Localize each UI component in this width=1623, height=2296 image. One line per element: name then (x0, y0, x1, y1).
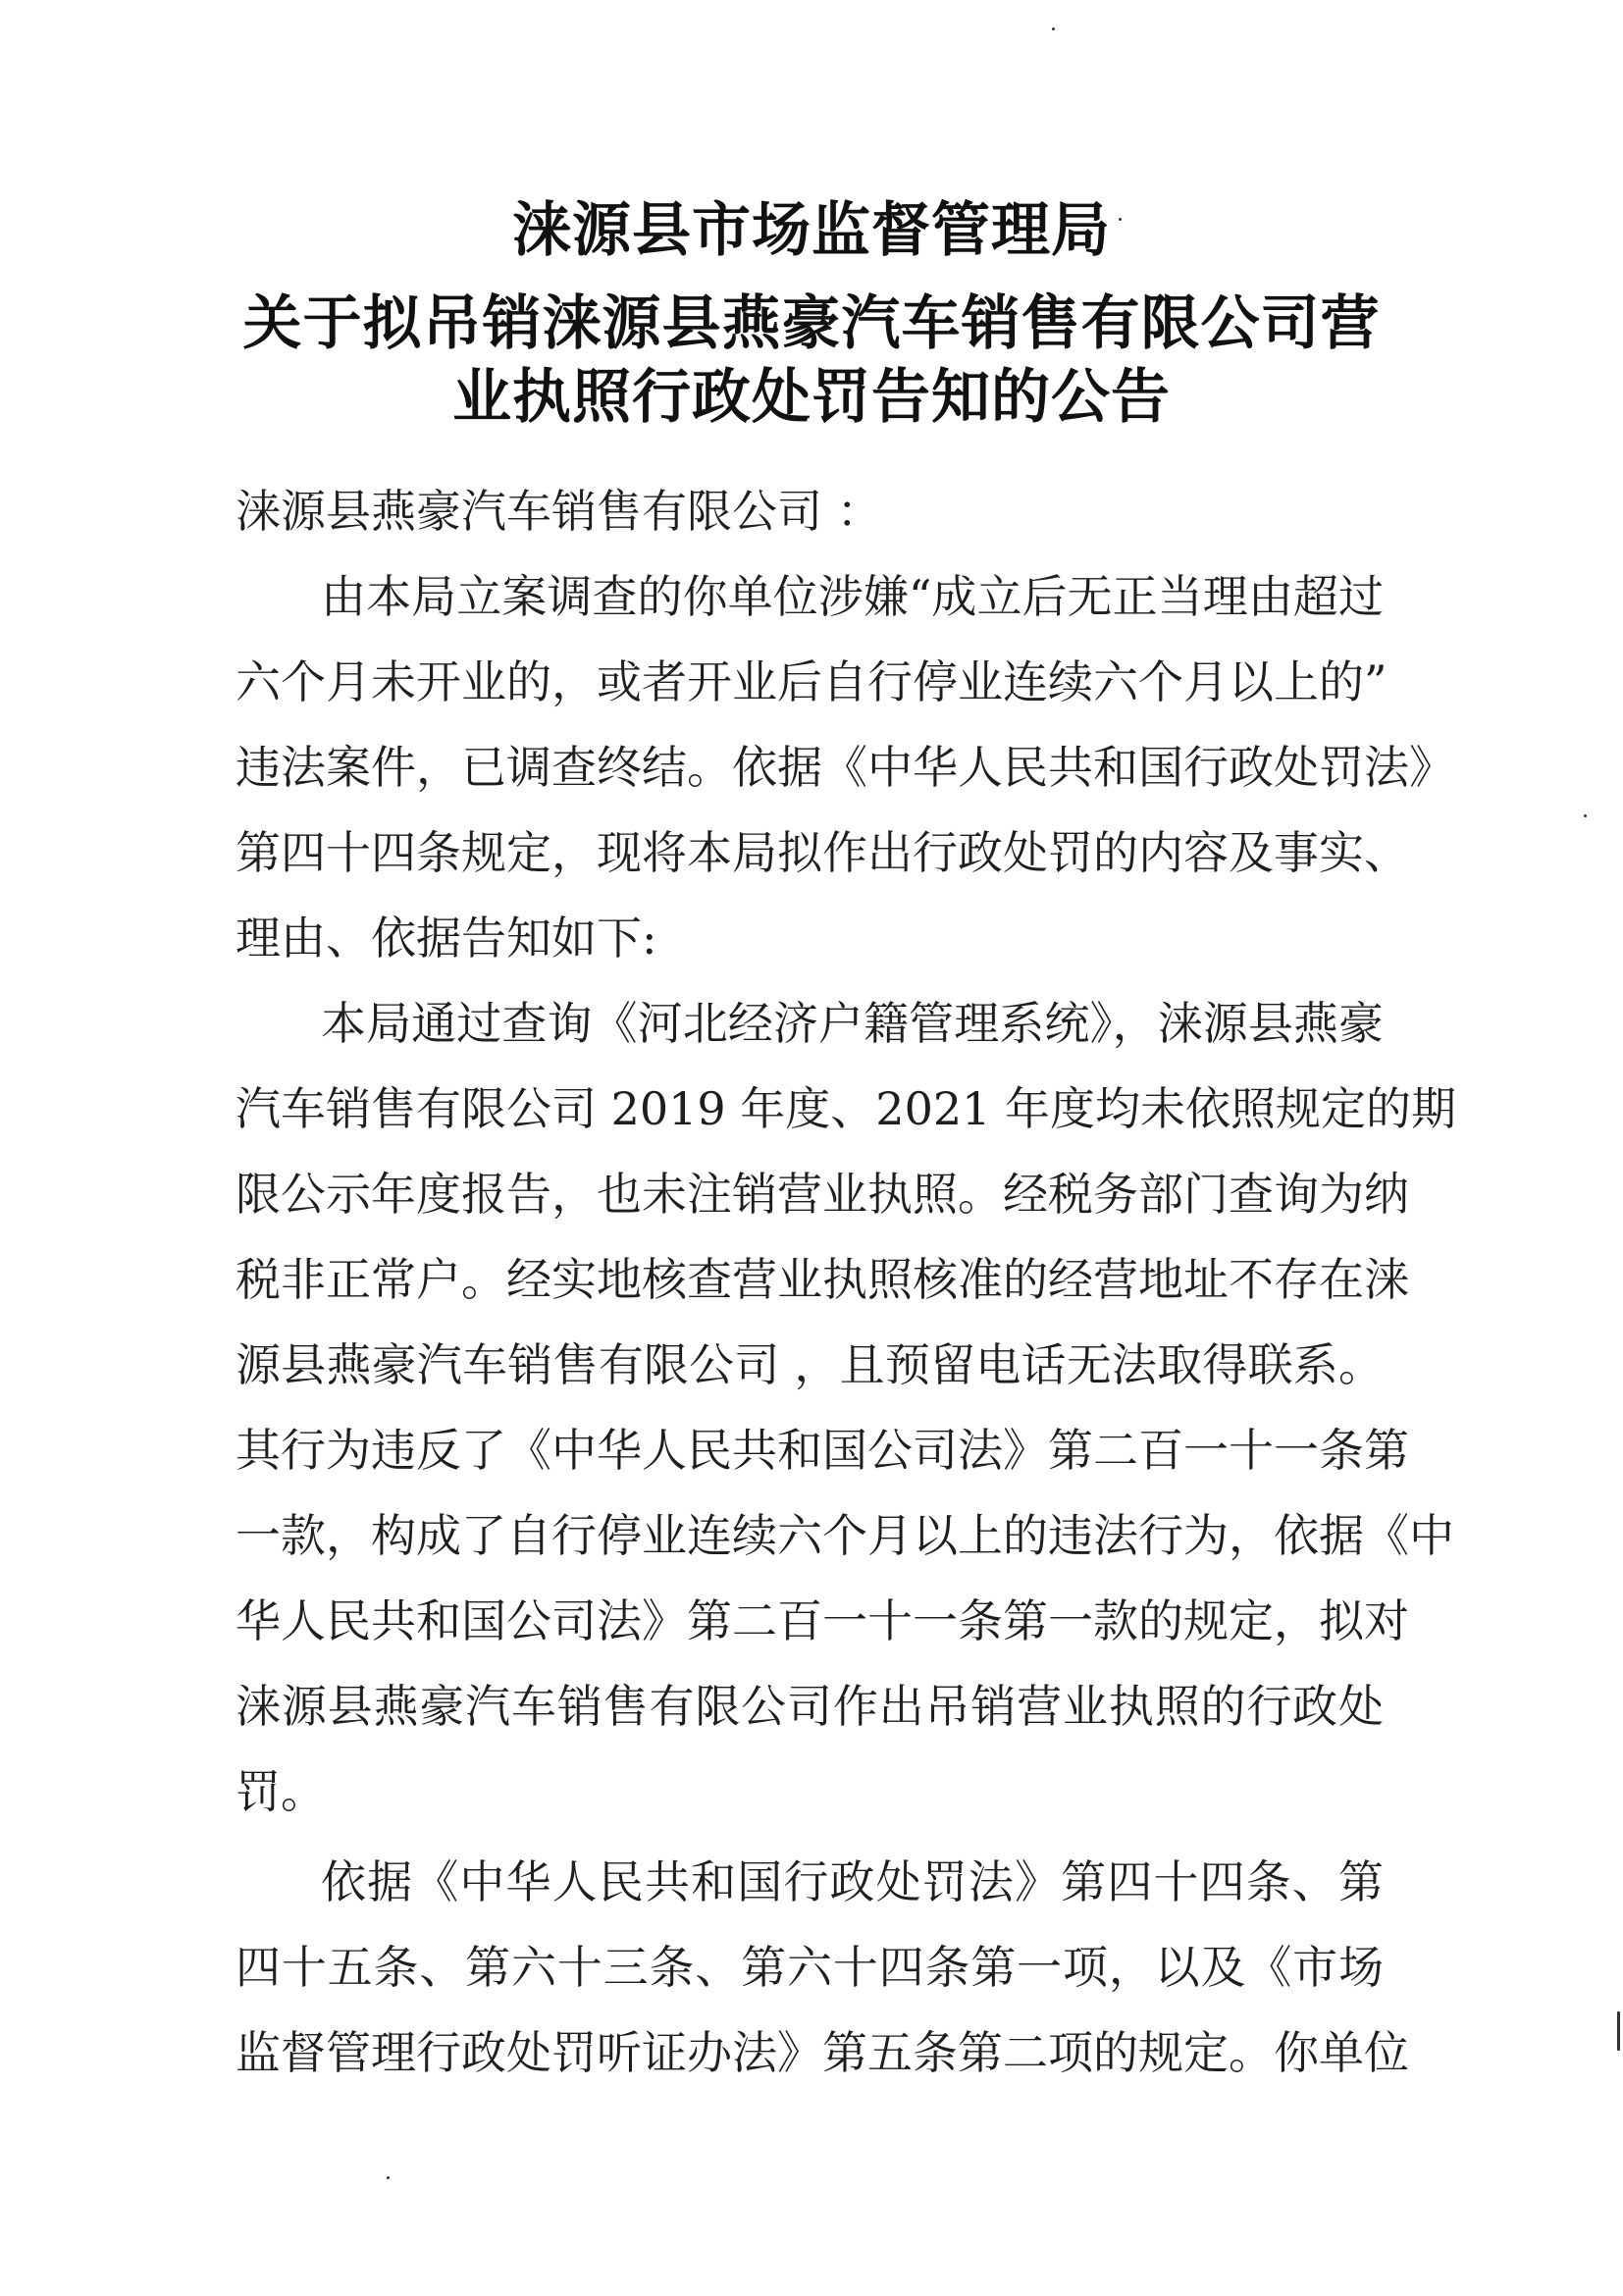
title-line-2: 关于拟吊销涞源县燕豪汽车销售有限公司营 (242, 289, 1381, 358)
paragraph2-line-1: 本局通过查询《河北经济户籍管理系统》，涞源县燕豪 (321, 997, 1384, 1050)
paragraph1-line-4: 第四十四条规定，现将本局拟作出行政处罚的内容及事实、 (236, 826, 1409, 879)
scan-speck (1052, 27, 1055, 30)
paragraph2-line-7: 一款，构成了自行停业连续六个月以上的违法行为，依据《中 (236, 1509, 1454, 1562)
paragraph1-line-2: 六个月未开业的，或者开业后自行停业连续六个月以上的” (236, 655, 1387, 708)
scan-edge-mark (1617, 2011, 1620, 2051)
paragraph2-line-9: 涞源县燕豪汽车销售有限公司作出吊销营业执照的行政处 (236, 1680, 1384, 1733)
paragraph2-line-5: 源县燕豪汽车销售有限公司 ，且预留电话无法取得联系。 (236, 1338, 1384, 1391)
paragraph1-line-1: 由本局立案调查的你单位涉嫌“成立后无正当理由超过 (321, 570, 1384, 623)
paragraph2-line-2: 汽车销售有限公司 2019 年度、2021 年度均未依照规定的期 (236, 1082, 1456, 1135)
paragraph3-line-2: 四十五条、第六十三条、第六十四条第一项，以及《市场 (236, 1941, 1384, 1994)
paragraph3-line-3: 监督管理行政处罚听证办法》第五条第二项的规定。你单位 (236, 2026, 1409, 2079)
paragraph1-line-5: 理由、依据告知如下: (236, 912, 657, 965)
title-line-3: 业执照行政处罚告知的公告 (452, 363, 1171, 432)
scan-speck (387, 2176, 390, 2179)
paragraph2-line-8: 华人民共和国公司法》第二百一十一条第一款的规定，拟对 (236, 1594, 1409, 1647)
salutation: 涞源县燕豪汽车销售有限公司 ： (236, 485, 882, 538)
paragraph2-line-3: 限公示年度报告，也未注销营业执照。经税务部门查询为纳 (236, 1168, 1409, 1221)
paragraph2-line-4: 税非正常户。经实地核查营业执照核准的经营地址不存在涞 (236, 1253, 1409, 1306)
paragraph2-line-10: 罚。 (236, 1765, 326, 1818)
paragraph3-line-1: 依据《中华人民共和国行政处罚法》第四十四条、第 (321, 1855, 1384, 1908)
paragraph1-line-3: 违法案件，已调查终结。依据《中华人民共和国行政处罚法》 (236, 741, 1454, 794)
paragraph2-line-6: 其行为违反了《中华人民共和国公司法》第二百一十一条第 (236, 1424, 1409, 1477)
scan-speck (1584, 814, 1587, 817)
scan-speck (1119, 218, 1122, 221)
title-line-1: 涞源县市场监督管理局 (512, 196, 1111, 265)
